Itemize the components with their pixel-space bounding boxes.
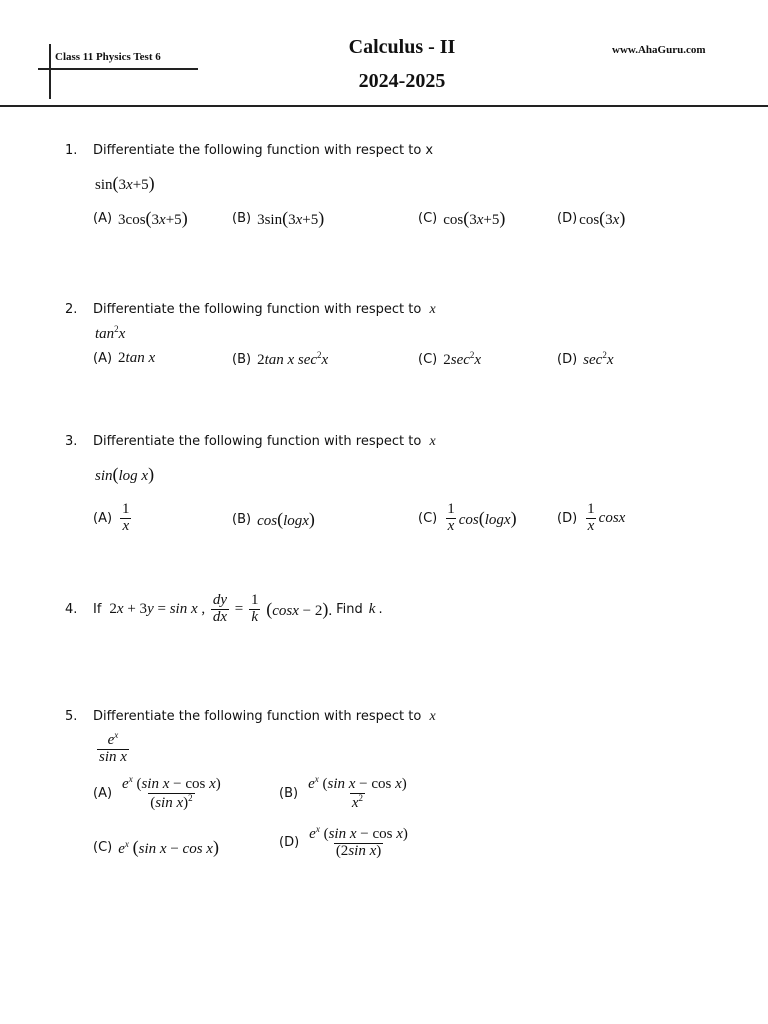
- question-variable: x: [429, 302, 436, 317]
- option-label: (C): [418, 211, 438, 226]
- option-a[interactable]: (A) 2tan x: [93, 350, 156, 366]
- option-c[interactable]: (C) $e^x$ (sin x − cos x): [93, 837, 219, 857]
- option-label: (D): [557, 211, 578, 226]
- question-text-body: Differentiate the following function with respect to: [93, 434, 422, 449]
- option-a[interactable]: (A) $\frac{1}{x}$: [93, 501, 130, 534]
- question-variable: x: [429, 709, 436, 724]
- question-text-body: Differentiate the following function with respect to: [93, 709, 422, 724]
- question-text-body: Differentiate the following function with respect to: [93, 302, 422, 317]
- option-label: (C): [93, 840, 113, 855]
- question-variable: x: [429, 434, 436, 449]
- question-number: 1.: [65, 143, 78, 158]
- header-short-line: [38, 68, 198, 70]
- website-link[interactable]: www.AhaGuru.com: [612, 44, 706, 56]
- option-label: (A): [93, 211, 113, 226]
- test-name: Class 11 Physics Test 6: [55, 51, 161, 63]
- question-text: [93, 434, 436, 450]
- question-function: $\frac{e^x}{\text{sin x}}$: [99, 730, 127, 765]
- option-a[interactable]: (A) 3cos(3x+5): [93, 208, 188, 228]
- question-number: 4.: [65, 602, 78, 617]
- derivative: $\frac{dy}{dx}$: [212, 592, 228, 625]
- option-label: (C): [418, 352, 438, 367]
- option-d[interactable]: (D) $\frac{e^x (\sin x - \cos x)}{\text{(2sin x)}}$: [279, 824, 408, 859]
- equation: 2x + 3y = sin x ,: [109, 600, 209, 617]
- question-number: 3.: [65, 434, 78, 449]
- find-word: Find: [336, 601, 363, 617]
- question-text: If 2x + 3y = sin x , $\frac{dy}{dx}$ = $\frac{1}{k}$ (cosx − 2). Find k .: [93, 592, 383, 625]
- option-label: (C): [418, 510, 438, 526]
- option-b[interactable]: (B) $\frac{e^x (\sin x - \cos x)}{x^2}$: [279, 774, 407, 811]
- question-text: [93, 709, 436, 725]
- option-c[interactable]: (C) cos(3x+5): [418, 208, 506, 228]
- option-d[interactable]: (D) $\frac{1}{x}$ cosx: [557, 501, 626, 534]
- header-rule: [0, 105, 768, 107]
- header-vertical-line: [49, 44, 51, 99]
- if-word: If: [93, 601, 102, 617]
- option-label: (B): [232, 211, 252, 226]
- option-label: (B): [232, 512, 252, 527]
- option-label: (A): [93, 351, 113, 366]
- option-d[interactable]: (D) cos(3x): [557, 208, 626, 228]
- question-text: Differentiate the following function with respect to x: [93, 143, 434, 158]
- page-title: Calculus - II: [348, 36, 456, 58]
- option-b[interactable]: (B) cos(logx): [232, 509, 315, 529]
- option-b[interactable]: (B) 3sin(3x+5): [232, 208, 325, 228]
- option-c[interactable]: (C) $2\sec^2x$: [418, 350, 482, 368]
- question-function: $\tan^2x$: [95, 324, 126, 342]
- question-function: sin(log x): [95, 464, 155, 484]
- question-function: sin(3x+5): [95, 173, 155, 193]
- find-variable: k: [368, 600, 376, 617]
- option-label: (B): [232, 352, 252, 367]
- option-label: (A): [93, 510, 113, 526]
- question-number: 2.: [65, 302, 78, 317]
- option-label: (D): [557, 352, 578, 367]
- option-label: (B): [279, 785, 299, 801]
- end-period: .: [378, 601, 383, 617]
- option-label: (D): [279, 834, 300, 850]
- option-a[interactable]: (A) $\frac{e^x (\sin x - \cos x)}{(\sin x)^2}$: [93, 774, 221, 811]
- question-text: [93, 302, 436, 318]
- option-b[interactable]: (B) 2tan x $\sec^2x$: [232, 350, 329, 368]
- academic-year: 2024-2025: [358, 70, 446, 92]
- option-label: (D): [557, 510, 578, 526]
- question-number: 5.: [65, 709, 78, 724]
- option-label: (A): [93, 785, 113, 801]
- option-c[interactable]: (C) $\frac{1}{x}$ cos(logx): [418, 501, 517, 534]
- option-d[interactable]: (D) $\sec^2x$: [557, 350, 614, 368]
